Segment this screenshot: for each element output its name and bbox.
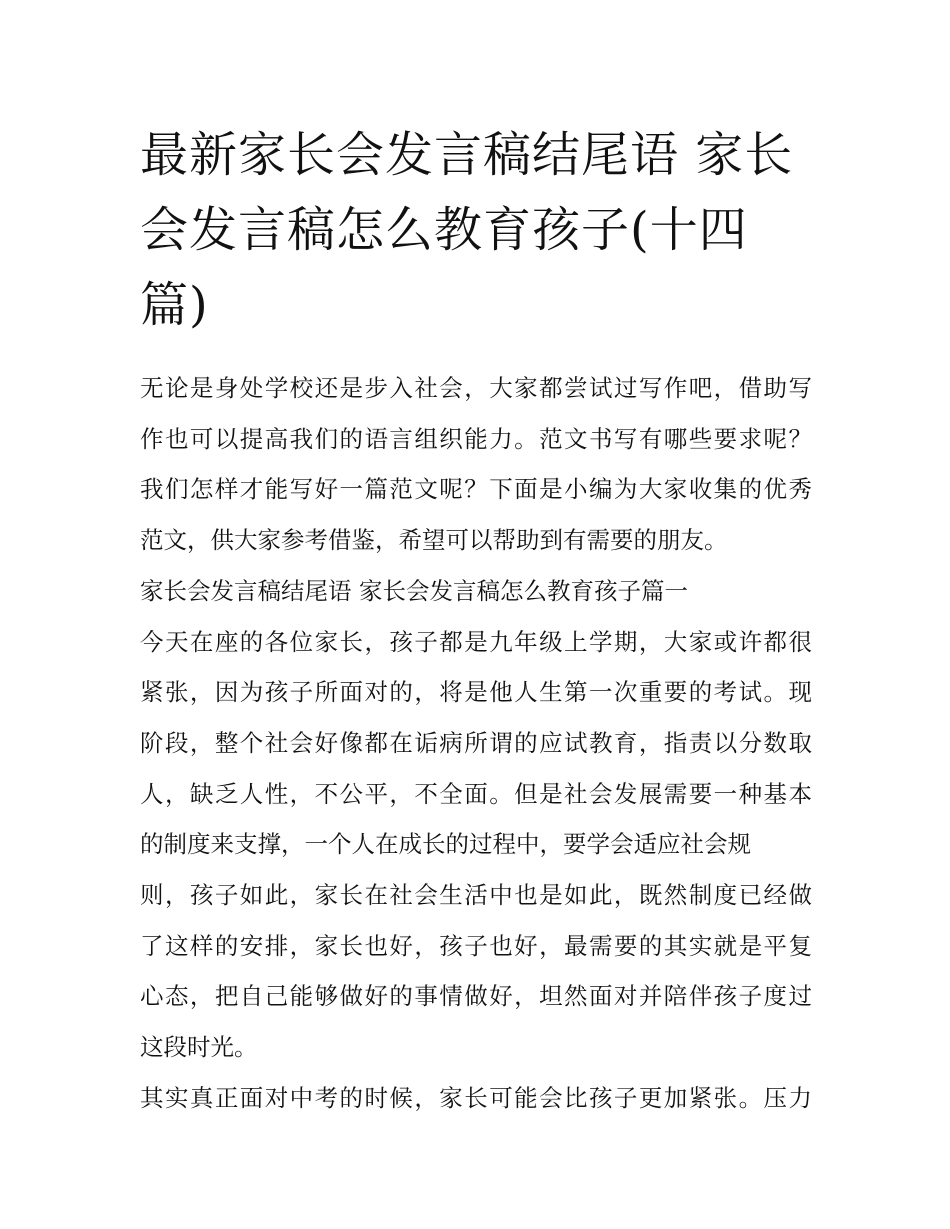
- heading-text: 家长会发言稿结尾语 家长会发言稿怎么教育孩子篇一: [140, 576, 688, 605]
- section-heading: [140, 566, 812, 617]
- text-line: 人，缺乏人性，不公平，不全面。但是社会发展需要一种基本: [140, 779, 812, 808]
- text-line: 作也可以提高我们的语言组织能力。范文书写有哪些要求呢？: [140, 424, 812, 453]
- body-paragraph-2: [140, 1073, 812, 1124]
- text-line: 的制度来支撑，一个人在成长的过程中，要学会适应社会规: [140, 830, 751, 859]
- title-line: 篇): [140, 277, 209, 333]
- document-body: [140, 363, 812, 1124]
- text-line: 了这样的安排，家长也好，孩子也好，最需要的其实就是平复: [140, 931, 812, 960]
- text-line: 阶段，整个社会好像都在诟病所谓的应试教育，指责以分数取: [140, 728, 812, 757]
- text-line: 则，孩子如此，家长在社会生活中也是如此，既然制度已经做: [140, 881, 812, 910]
- text-line: 紧张，因为孩子所面对的，将是他人生第一次重要的考试。现: [140, 678, 812, 707]
- text-line: 范文，供大家参考借鉴，希望可以帮助到有需要的朋友。: [140, 526, 728, 555]
- title-line: 最新家长会发言稿结尾语 家长: [140, 127, 794, 183]
- document-title: [140, 118, 812, 343]
- text-line: 这段时光。: [140, 1033, 258, 1062]
- text-line: 心态，把自己能够做好的事情做好，坦然面对并陪伴孩子度过: [140, 982, 812, 1011]
- intro-paragraph: [140, 363, 812, 566]
- body-paragraph-1: [140, 617, 812, 1073]
- title-line: 会发言稿怎么教育孩子(十四: [140, 202, 748, 258]
- text-line: 我们怎样才能写好一篇范文呢？下面是小编为大家收集的优秀: [140, 475, 812, 504]
- text-line: 其实真正面对中考的时候，家长可能会比孩子更加紧张。压力: [140, 1083, 812, 1112]
- document-page: [140, 118, 812, 1124]
- text-line: 今天在座的各位家长，孩子都是九年级上学期，大家或许都很: [140, 627, 812, 656]
- text-line: 无论是身处学校还是步入社会，大家都尝试过写作吧，借助写: [140, 374, 812, 402]
